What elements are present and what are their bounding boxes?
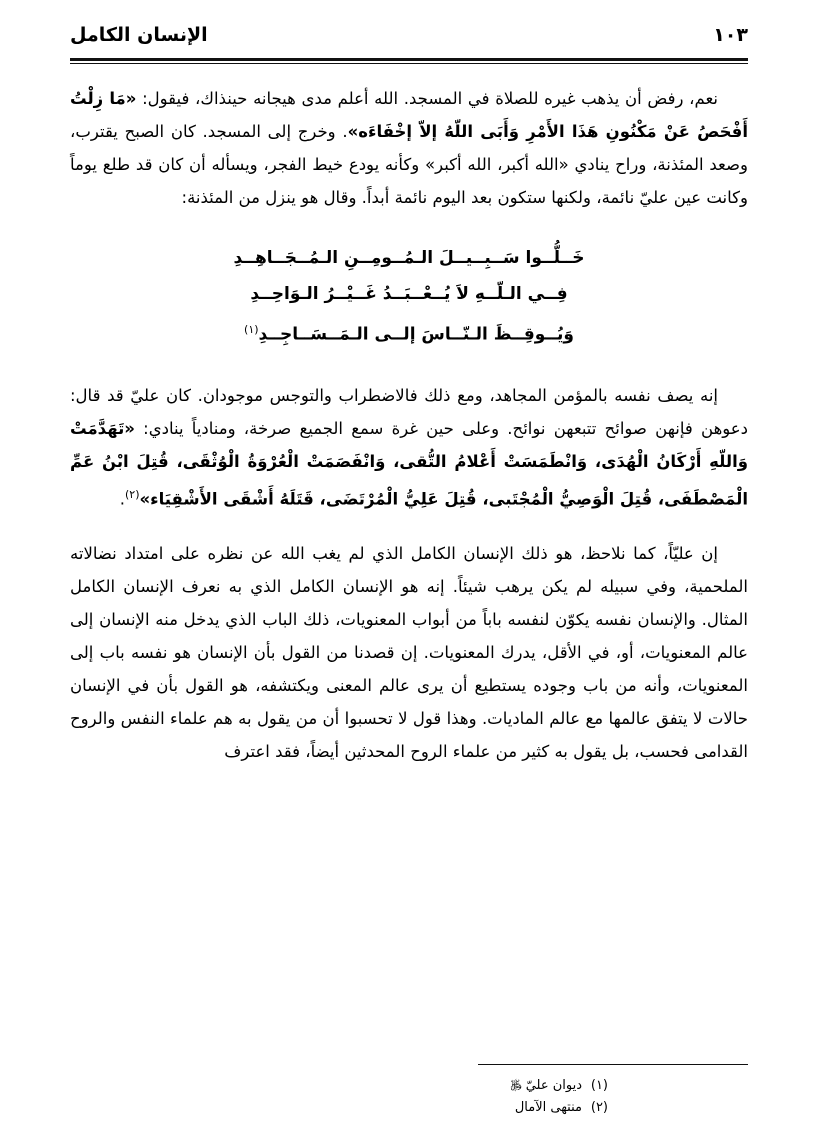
text-run: . وخرج إلى المسجد. كان الصبح يقترب، وصعد المئذنة، وراح ينادي «الله أكبر، الله أكبر» وكأنه يودع خيط الفجر، ويسأله أن كان قد طلع يوماً وكانت عين عليّ نائمة، ولكنها ستكون بعد اليوم نائمة أبداً. وقال هو ينزل من المئذنة: (70, 122, 748, 207)
text-run: إن عليّاً، كما نلاحظ، هو ذلك الإنسان الكامل الذي لم يغب الله عن نظره على امتداد نضالاته الملحمية، وفي سبيله لم يكن يرهب شيئاً. إنه هو الإنسان الكامل الذي به نعرف الإنسان الكامل المثال. والإنسان نفسه يكوّن لنفسه باباً من أبواب المعنويات، ذلك الباب الذي يدخل منه الإنسان إلى عالم المعنويات، أو، في الأقل، يدرك المعنويات. إن قصدنا من القول بأن الإنسان هو نفسه باب إلى المعنويات، وأنه من باب وجوده يستطيع أن يرى عالم المعنى ويكتشفه، هو القول بأن في الإنسان حالات لا يتفق عالمها مع عالم الماديات. وهذا قول لا تحسبوا أن من يقول به هم علماء النفس والروح القدامى فحسب، بل يقول به كثير من علماء الروح المحدثين أيضاً، فقد اعترف (70, 544, 748, 762)
hadith-quote: «مَا زِلْتُ أَفْحَصُ عَنْ مَكْنُونِ هَذَا الأَمْرِ وَأَبَى اللّهُ إلاّ إخْفَاءَه» (70, 89, 749, 141)
footnote-marker: (١) (244, 323, 259, 336)
page-body (70, 82, 748, 1027)
paragraph-3 (70, 537, 748, 768)
honorific-glyph: ﷿ (510, 1077, 526, 1090)
footnote-marker: (٢) (125, 487, 140, 501)
footnote-marker: (١) (590, 1078, 608, 1093)
poem-line (70, 312, 748, 353)
footnote-divider (478, 1064, 748, 1065)
footnote-text: منتهى الآمال (514, 1100, 582, 1115)
page-header (70, 24, 748, 58)
paragraph-1 (70, 82, 748, 214)
header-divider (70, 58, 748, 64)
poem-line-text: وَيُــوقِــظَ الـنّــاسَ إلــى الـمَــسَــاجِــدِ (258, 324, 574, 345)
footnotes-section (70, 1064, 748, 1119)
footnote-item (70, 1097, 748, 1119)
paragraph-2 (70, 379, 748, 516)
text-run: نعم، رفض أن يذهب غيره للصلاة في المسجد. الله أعلم مدى هيجانه حينذاك، فيقول: (136, 89, 719, 108)
text-run: إنه يصف نفسه بالمؤمن المجاهد، ومع ذلك فالاضطراب والتوجس موجودان. كان عليّ قد قال: دعوهن فإنهن صوائح تتبعهن نوائح. وعلى حين غرة سمع الجميع صرخة، ومنادياً ينادي: (70, 385, 748, 438)
poem-line: فِــي الـلّــهِ لاَ يُــعْــبَــدُ غَــيْــرُ الـوَاحِــدِ (250, 284, 568, 304)
poem-block (70, 240, 748, 353)
poem-line: خَــلُّــوا سَــبِــيــلَ الـمُــومِــنِ الـمُــجَــاهِــدِ (233, 248, 585, 268)
footnote-text: ديوان عليّ (525, 1078, 582, 1093)
book-title: الإنسان الكامل (70, 24, 208, 46)
footnote-item (70, 1073, 748, 1097)
hadith-quote: «تَهَدَّمَتْ وَاللّهِ أَرْكَانُ الْهُدَى، وَانْطَمَسَتْ أَعْلامُ التُّقى، وَانْفَصَمَتْ الْعُرْوَةُ الْوُثْقَى، قُتِلَ ابْنُ عَمِّ الْمَصْطَفَى، قُتِلَ الْوَصِيُّ الْمُجْتَبى، قُتِلَ عَلِيُّ الْمُرْتَضَى، قَتَلَهُ أَشْقَى الأَشْقِيَاء» (70, 418, 748, 509)
text-run: . (119, 489, 125, 509)
page-number: ١٠٣ (713, 24, 748, 46)
footnote-marker: (٢) (590, 1100, 608, 1115)
